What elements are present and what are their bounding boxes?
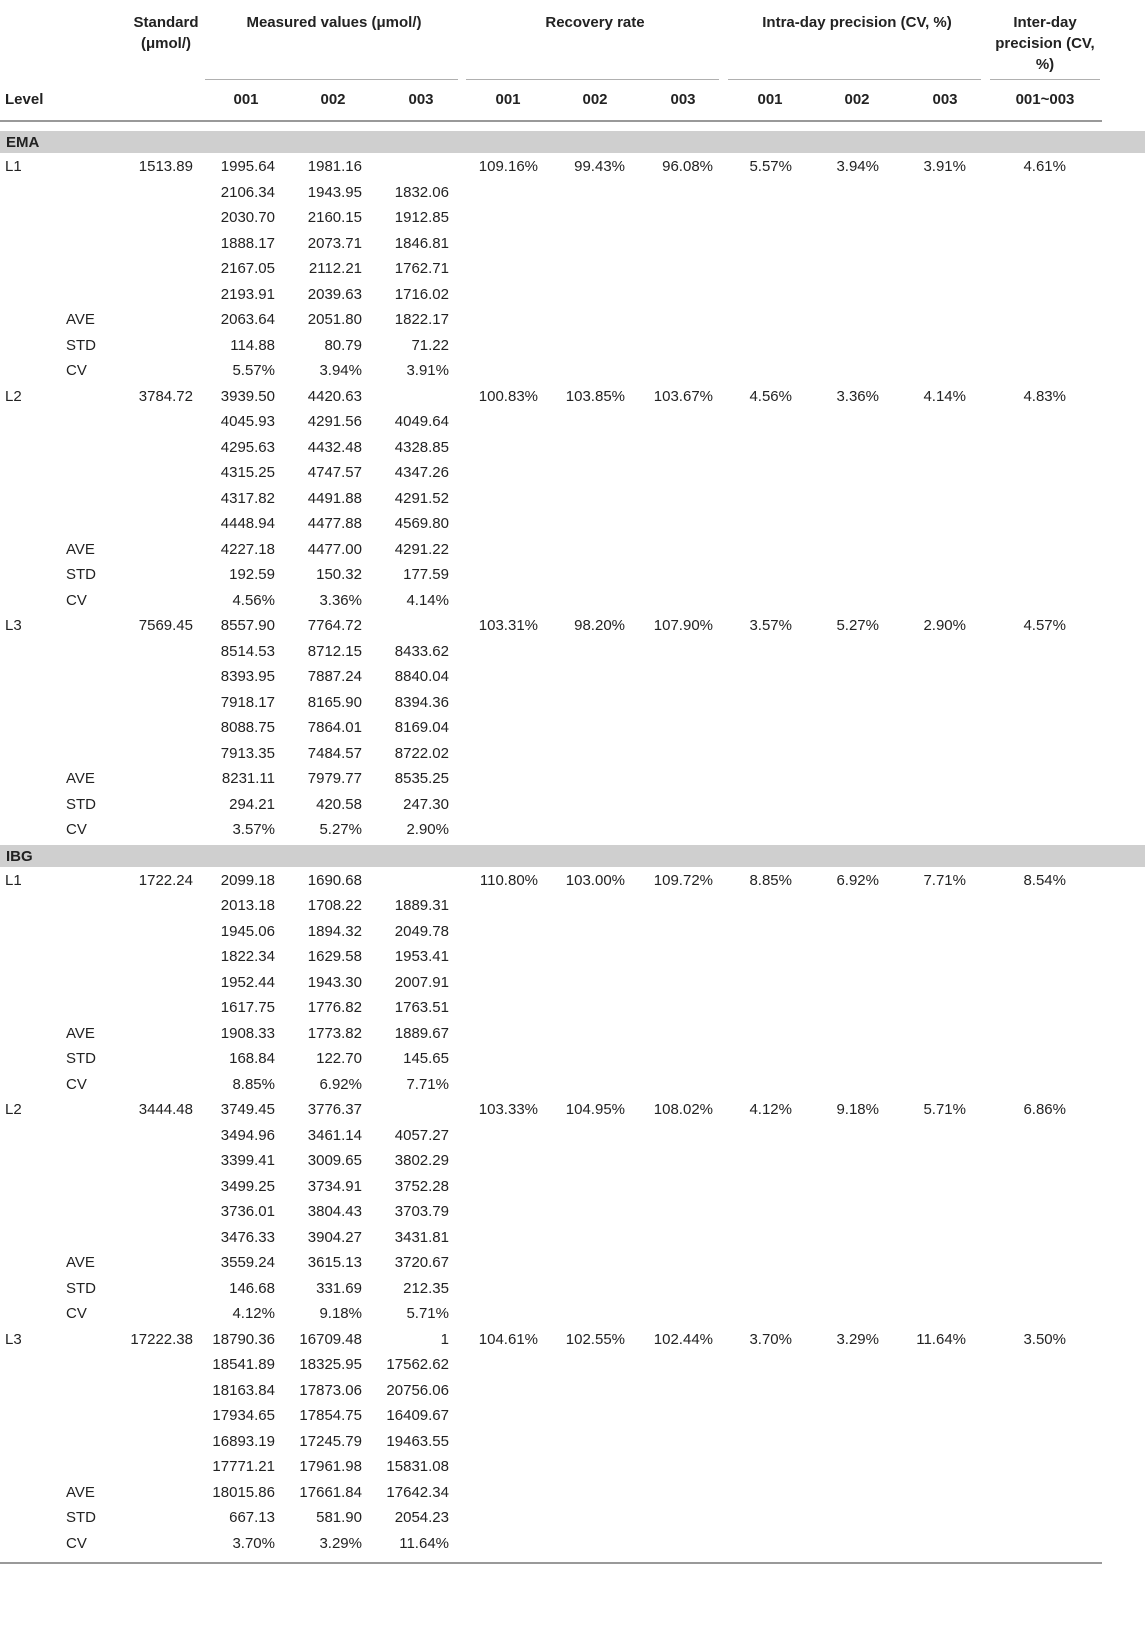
stat-label-std: STD — [66, 795, 96, 813]
measured-value: 4291.56 — [307, 413, 362, 430]
inter-day-cv-value: 8.54% — [1023, 871, 1066, 889]
stat-value-ave: 2051.80 — [307, 311, 362, 328]
measured-value: 4317.82 — [220, 489, 275, 507]
stat-value-cv: 9.18% — [319, 1305, 362, 1322]
stat-value-cv: 3.29% — [319, 1534, 362, 1552]
stat-label-ave: AVE — [66, 1024, 95, 1042]
measured-value: 7918.17 — [220, 693, 275, 711]
level-label: L2 — [5, 1101, 22, 1118]
stat-value-std: 420.58 — [316, 795, 362, 813]
header-bottom-rule — [0, 120, 1102, 122]
recovery-rate-value: 103.00% — [565, 871, 625, 889]
intra-day-cv-value: 3.57% — [749, 617, 792, 634]
stat-label-ave: AVE — [66, 311, 95, 328]
inter-day-cv-value: 4.57% — [1023, 617, 1066, 634]
stat-value-ave: 17642.34 — [386, 1483, 449, 1501]
stat-value-std: 177.59 — [403, 566, 449, 583]
stat-value-cv: 3.94% — [319, 362, 362, 379]
inter-day-cv-value: 3.50% — [1023, 1330, 1066, 1348]
measured-value: 3431.81 — [394, 1228, 449, 1246]
intra-day-cv-value: 11.64% — [916, 1330, 966, 1348]
header-group-rule-intra — [728, 79, 981, 80]
level-label: L3 — [5, 617, 22, 634]
stat-label-cv: CV — [66, 1534, 87, 1552]
section-header-ibg — [0, 845, 1145, 867]
measured-value: 3009.65 — [307, 1152, 362, 1169]
stat-value-cv: 3.70% — [232, 1534, 275, 1552]
measured-value: 1995.64 — [220, 158, 275, 175]
measured-value: 1763.51 — [394, 999, 449, 1016]
measured-value: 16409.67 — [386, 1407, 449, 1424]
measured-value: 3494.96 — [220, 1126, 275, 1144]
recovery-rate-value: 100.83% — [478, 387, 538, 405]
measured-value: 1776.82 — [307, 999, 362, 1016]
stat-value-std: 146.68 — [229, 1279, 275, 1297]
measured-value: 2049.78 — [394, 922, 449, 940]
measured-value: 4328.85 — [394, 438, 449, 456]
subheader-measured-003: 003 — [408, 91, 434, 108]
inter-day-cv-value: 4.83% — [1023, 387, 1066, 405]
stat-value-std: 122.70 — [316, 1050, 362, 1067]
measured-value: 8165.90 — [307, 693, 362, 711]
stat-value-ave: 18015.86 — [212, 1483, 275, 1501]
measured-value: 8393.95 — [220, 668, 275, 685]
measured-value: 19463.55 — [386, 1432, 449, 1450]
subheader-intra-001: 001 — [757, 91, 783, 108]
measured-value: 1912.85 — [394, 209, 449, 226]
recovery-rate-value: 103.67% — [653, 387, 713, 405]
stat-value-cv: 3.91% — [406, 362, 449, 379]
measured-value: 3749.45 — [220, 1101, 275, 1118]
stat-label-std: STD — [66, 566, 96, 583]
measured-value: 8394.36 — [394, 693, 449, 711]
measured-value: 3752.28 — [394, 1177, 449, 1195]
measured-value: 8088.75 — [220, 719, 275, 736]
measured-value: 4448.94 — [220, 515, 275, 532]
recovery-rate-value: 102.44% — [653, 1330, 713, 1348]
recovery-rate-value: 110.80% — [479, 871, 538, 889]
subheader-intra-003: 003 — [932, 91, 958, 108]
recovery-rate-value: 103.31% — [478, 617, 538, 634]
measured-value: 2112.21 — [308, 260, 362, 277]
stat-value-cv: 7.71% — [406, 1075, 449, 1093]
measured-value: 4295.63 — [220, 438, 275, 456]
intra-day-cv-value: 3.36% — [836, 387, 879, 405]
inter-day-cv-value: 6.86% — [1023, 1101, 1066, 1118]
stat-label-std: STD — [66, 336, 96, 354]
measured-value: 1832.06 — [394, 183, 449, 201]
measured-value: 18790.36 — [212, 1330, 275, 1348]
stat-label-cv: CV — [66, 821, 87, 838]
subheader-inter-001-003: 001~003 — [1015, 91, 1075, 108]
intra-day-cv-value: 3.29% — [836, 1330, 879, 1348]
stat-value-ave: 17661.84 — [299, 1483, 362, 1501]
table-bottom-rule — [0, 1562, 1102, 1564]
header-intra-day-precision: Intra-day precision (CV, %) — [762, 14, 952, 31]
intra-day-cv-value: 6.92% — [836, 871, 879, 889]
stat-label-std: STD — [66, 1509, 96, 1526]
measured-value: 3461.14 — [307, 1126, 362, 1144]
header-group-rule-inter — [990, 79, 1100, 80]
measured-value: 2013.18 — [220, 897, 275, 914]
intra-day-cv-value: 2.90% — [923, 617, 966, 634]
measured-value: 4569.80 — [394, 515, 449, 532]
measured-value: 15831.08 — [386, 1458, 449, 1475]
stat-value-cv: 11.64% — [399, 1534, 449, 1552]
standard-value: 1722.24 — [138, 871, 193, 889]
stat-value-std: 192.59 — [229, 566, 275, 583]
standard-value: 1513.89 — [138, 158, 193, 175]
measured-value: 17562.62 — [386, 1356, 449, 1373]
measured-value: 4420.63 — [307, 387, 362, 405]
stat-value-cv: 8.85% — [232, 1075, 275, 1093]
measured-value: 1953.41 — [394, 948, 449, 965]
measured-value: 3734.91 — [307, 1177, 362, 1195]
measured-value: 1889.31 — [394, 897, 449, 914]
measured-value: 16893.19 — [212, 1432, 275, 1450]
subheader-measured-001: 001 — [233, 91, 259, 108]
recovery-rate-value: 98.20% — [574, 617, 625, 634]
intra-day-cv-value: 4.12% — [749, 1101, 792, 1118]
recovery-rate-value: 104.95% — [565, 1101, 625, 1118]
stat-value-std: 114.88 — [230, 336, 275, 354]
recovery-rate-value: 103.85% — [565, 387, 625, 405]
measured-value: 17873.06 — [299, 1381, 362, 1399]
stat-value-cv: 5.27% — [319, 821, 362, 838]
stat-label-cv: CV — [66, 362, 87, 379]
stat-value-ave: 3720.67 — [394, 1254, 449, 1271]
measured-value: 7484.57 — [307, 744, 362, 762]
stat-value-ave: 4477.00 — [307, 540, 362, 558]
stat-value-ave: 8231.11 — [221, 770, 275, 787]
section-label: IBG — [6, 847, 33, 865]
measured-value: 7864.01 — [307, 719, 362, 736]
measured-value: 1708.22 — [307, 897, 362, 914]
recovery-rate-value: 103.33% — [478, 1101, 538, 1118]
stat-value-std: 331.69 — [316, 1279, 362, 1297]
measured-value: 18163.84 — [212, 1381, 275, 1399]
intra-day-cv-value: 8.85% — [749, 871, 792, 889]
measured-value: 1943.30 — [307, 973, 362, 991]
recovery-rate-value: 96.08% — [662, 158, 713, 175]
measured-value: 1762.71 — [394, 260, 449, 277]
measured-value: 1 — [440, 1330, 449, 1348]
measured-value: 3804.43 — [307, 1203, 362, 1220]
measured-value: 17961.98 — [299, 1458, 362, 1475]
recovery-rate-value: 107.90% — [653, 617, 713, 634]
level-label: L3 — [5, 1330, 22, 1348]
measured-value: 17934.65 — [212, 1407, 275, 1424]
measured-value: 4291.52 — [394, 489, 449, 507]
standard-value: 3784.72 — [138, 387, 193, 405]
measured-value: 8722.02 — [394, 744, 449, 762]
stat-value-std: 247.30 — [403, 795, 449, 813]
recovery-rate-value: 109.16% — [478, 158, 538, 175]
stat-value-ave: 4227.18 — [220, 540, 275, 558]
header-inter-day-precision: Inter-day precision (CV, %) — [995, 14, 1095, 73]
stat-value-std: 168.84 — [229, 1050, 275, 1067]
measured-value: 16709.48 — [299, 1330, 362, 1348]
measured-value: 3476.33 — [220, 1228, 275, 1246]
header-level: Level — [5, 91, 44, 108]
measured-value: 4432.48 — [307, 438, 362, 456]
measured-value: 3776.37 — [307, 1101, 362, 1118]
stat-value-std: 2054.23 — [394, 1509, 449, 1526]
stat-label-ave: AVE — [66, 770, 95, 787]
intra-day-cv-value: 3.91% — [923, 158, 966, 175]
measured-value: 8840.04 — [394, 668, 449, 685]
stat-value-std: 212.35 — [403, 1279, 449, 1297]
stat-value-ave: 1822.17 — [394, 311, 449, 328]
intra-day-cv-value: 5.27% — [836, 617, 879, 634]
measured-value: 1822.34 — [220, 948, 275, 965]
measured-value: 17245.79 — [299, 1432, 362, 1450]
stat-value-cv: 6.92% — [319, 1075, 362, 1093]
measured-value: 1716.02 — [394, 285, 449, 303]
measured-value: 1888.17 — [220, 234, 275, 252]
stat-value-cv: 5.71% — [406, 1305, 449, 1322]
measured-value: 3939.50 — [220, 387, 275, 405]
header-group-rule-measured — [205, 79, 458, 80]
stat-value-cv: 3.36% — [319, 591, 362, 609]
subheader-recovery-003: 003 — [670, 91, 696, 108]
measured-value: 7913.35 — [220, 744, 275, 762]
header-measured-values: Measured values (μmol/) — [246, 14, 422, 31]
stat-value-cv: 2.90% — [406, 821, 449, 838]
measured-value: 2193.91 — [220, 285, 275, 303]
intra-day-cv-value: 4.56% — [749, 387, 792, 405]
measured-value: 4045.93 — [220, 413, 275, 430]
standard-value: 7569.45 — [138, 617, 193, 634]
measured-value: 18325.95 — [299, 1356, 362, 1373]
recovery-rate-value: 102.55% — [565, 1330, 625, 1348]
stat-value-std: 667.13 — [229, 1509, 275, 1526]
recovery-rate-value: 104.61% — [478, 1330, 538, 1348]
recovery-rate-value: 99.43% — [574, 158, 625, 175]
header-standard: Standard (μmol/) — [133, 14, 199, 52]
intra-day-cv-value: 3.94% — [836, 158, 879, 175]
intra-day-cv-value: 5.57% — [749, 158, 792, 175]
measured-value: 1945.06 — [220, 922, 275, 940]
standard-value: 3444.48 — [138, 1101, 193, 1118]
measured-value: 4491.88 — [307, 489, 362, 507]
level-label: L2 — [5, 387, 22, 405]
section-header-ema — [0, 131, 1145, 153]
measured-value: 4057.27 — [394, 1126, 449, 1144]
stat-value-ave: 1889.67 — [394, 1024, 449, 1042]
stat-label-std: STD — [66, 1279, 96, 1297]
stat-label-cv: CV — [66, 591, 87, 609]
stat-value-ave: 2063.64 — [220, 311, 275, 328]
measured-value: 1943.95 — [307, 183, 362, 201]
recovery-rate-value: 108.02% — [653, 1101, 713, 1118]
measured-value: 1981.16 — [307, 158, 362, 175]
stat-value-ave: 7979.77 — [307, 770, 362, 787]
stat-value-ave: 1773.82 — [307, 1024, 362, 1042]
intra-day-cv-value: 3.70% — [749, 1330, 792, 1348]
stat-label-cv: CV — [66, 1075, 87, 1093]
stat-value-std: 581.90 — [316, 1509, 362, 1526]
measured-value: 4049.64 — [394, 413, 449, 430]
measured-value: 2106.34 — [220, 183, 275, 201]
subheader-recovery-002: 002 — [582, 91, 608, 108]
measured-value: 1894.32 — [307, 922, 362, 940]
standard-value: 17222.38 — [130, 1330, 193, 1348]
measured-value: 4747.57 — [307, 464, 362, 481]
measured-value: 3399.41 — [220, 1152, 275, 1169]
recovery-rate-value: 109.72% — [653, 871, 713, 889]
measured-value: 17854.75 — [299, 1407, 362, 1424]
stat-value-std: 294.21 — [229, 795, 275, 813]
inter-day-cv-value: 4.61% — [1023, 158, 1066, 175]
measured-value: 3802.29 — [394, 1152, 449, 1169]
level-label: L1 — [5, 871, 22, 889]
subheader-recovery-001: 001 — [495, 91, 521, 108]
header-group-rule-recovery — [466, 79, 719, 80]
measured-value: 2039.63 — [307, 285, 362, 303]
measured-value: 2167.05 — [220, 260, 275, 277]
measured-value: 2160.15 — [307, 209, 362, 226]
stat-value-cv: 4.12% — [232, 1305, 275, 1322]
stat-value-std: 145.65 — [403, 1050, 449, 1067]
stat-label-std: STD — [66, 1050, 96, 1067]
measured-value: 7764.72 — [307, 617, 362, 634]
subheader-measured-002: 002 — [320, 91, 346, 108]
measured-value: 1617.75 — [220, 999, 275, 1016]
subheader-intra-002: 002 — [844, 91, 870, 108]
measured-value: 3499.25 — [220, 1177, 275, 1195]
measured-value: 18541.89 — [212, 1356, 275, 1373]
measured-value: 3703.79 — [394, 1203, 449, 1220]
measured-value: 2073.71 — [307, 234, 362, 252]
stat-label-ave: AVE — [66, 1483, 95, 1501]
stat-value-cv: 4.14% — [406, 591, 449, 609]
intra-day-cv-value: 7.71% — [923, 871, 966, 889]
stat-value-cv: 4.56% — [232, 591, 275, 609]
stat-value-cv: 3.57% — [232, 821, 275, 838]
measured-value: 8169.04 — [394, 719, 449, 736]
measured-value: 8514.53 — [220, 642, 275, 660]
measured-value: 3904.27 — [307, 1228, 362, 1246]
intra-day-cv-value: 9.18% — [836, 1101, 879, 1118]
stat-value-ave: 3559.24 — [220, 1254, 275, 1271]
measured-value: 20756.06 — [386, 1381, 449, 1399]
measured-value: 4315.25 — [220, 464, 275, 481]
stat-value-std: 80.79 — [324, 336, 362, 354]
measured-value: 8712.15 — [307, 642, 362, 660]
stat-value-ave: 4291.22 — [394, 540, 449, 558]
measured-value: 1629.58 — [307, 948, 362, 965]
measured-value: 2030.70 — [220, 209, 275, 226]
stat-label-ave: AVE — [66, 540, 95, 558]
measured-value: 2099.18 — [220, 871, 275, 889]
intra-day-cv-value: 5.71% — [923, 1101, 966, 1118]
measured-value: 1846.81 — [394, 234, 449, 252]
stat-value-cv: 5.57% — [232, 362, 275, 379]
measured-value: 3736.01 — [220, 1203, 275, 1220]
measured-value: 8433.62 — [394, 642, 449, 660]
stat-value-ave: 3615.13 — [307, 1254, 362, 1271]
stat-value-std: 71.22 — [411, 336, 449, 354]
stat-value-std: 150.32 — [316, 566, 362, 583]
measured-value: 17771.21 — [212, 1458, 275, 1475]
measured-value: 4477.88 — [307, 515, 362, 532]
stat-label-cv: CV — [66, 1305, 87, 1322]
stat-value-ave: 8535.25 — [394, 770, 449, 787]
header-recovery-rate: Recovery rate — [545, 14, 645, 31]
measured-value: 1952.44 — [220, 973, 275, 991]
section-label: EMA — [6, 134, 40, 151]
measured-value: 8557.90 — [220, 617, 275, 634]
stat-label-ave: AVE — [66, 1254, 95, 1271]
measured-value: 2007.91 — [394, 973, 449, 991]
stat-value-ave: 1908.33 — [220, 1024, 275, 1042]
measured-value: 7887.24 — [307, 668, 362, 685]
measured-value: 1690.68 — [307, 871, 362, 889]
level-label: L1 — [5, 158, 22, 175]
intra-day-cv-value: 4.14% — [923, 387, 966, 405]
measured-value: 4347.26 — [394, 464, 449, 481]
